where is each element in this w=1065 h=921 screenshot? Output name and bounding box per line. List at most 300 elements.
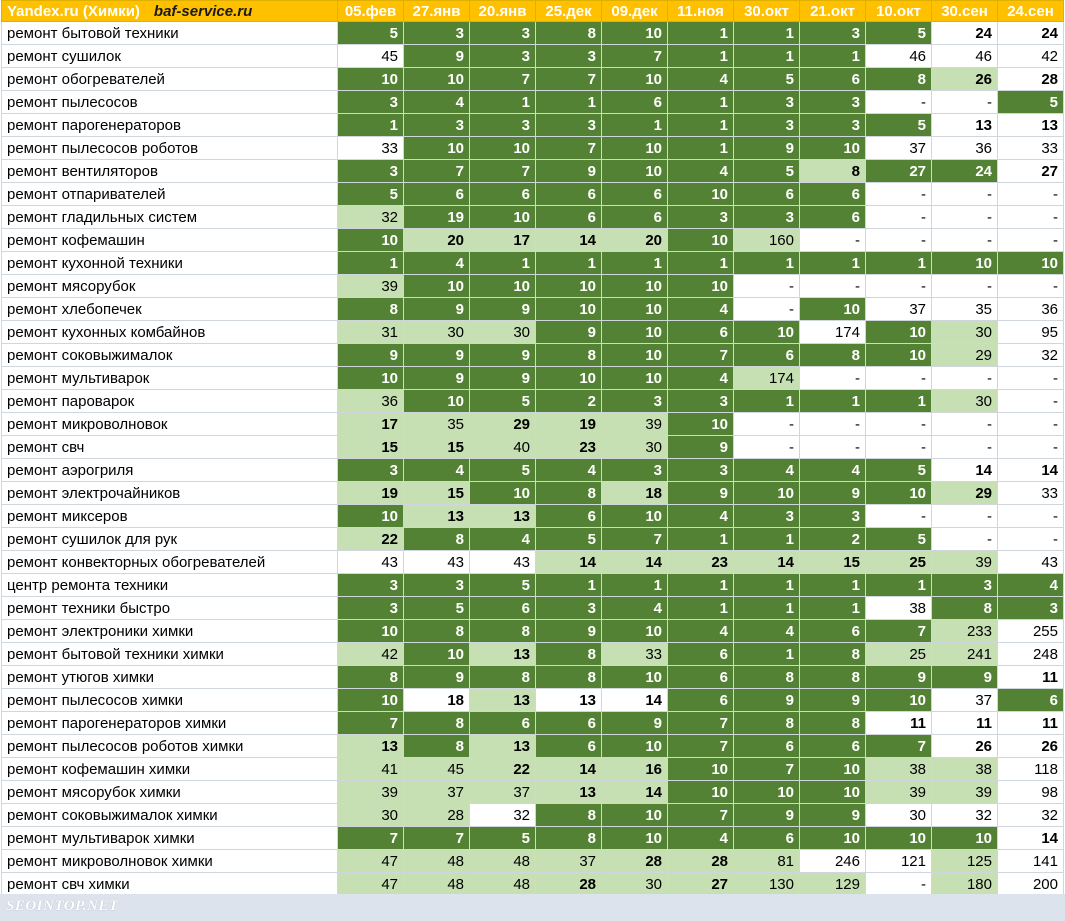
position-cell: 1 [734, 597, 800, 620]
date-header: 30.сен [932, 1, 998, 22]
position-cell: 20 [404, 229, 470, 252]
position-cell: 10 [866, 689, 932, 712]
position-cell: 15 [800, 551, 866, 574]
position-cell: 5 [866, 114, 932, 137]
position-cell: 2 [800, 528, 866, 551]
position-cell: 28 [998, 68, 1064, 91]
position-cell: 43 [998, 551, 1064, 574]
position-cell: 32 [470, 804, 536, 827]
position-cell: 48 [404, 850, 470, 873]
query-name: ремонт мясорубок химки [2, 781, 338, 804]
position-cell: 32 [932, 804, 998, 827]
position-cell: 10 [602, 22, 668, 45]
position-cell: - [998, 275, 1064, 298]
position-cell: 14 [602, 781, 668, 804]
query-name: ремонт кухонной техники [2, 252, 338, 275]
position-cell: 10 [932, 252, 998, 275]
query-name: ремонт хлебопечек [2, 298, 338, 321]
position-cell: 18 [404, 689, 470, 712]
position-cell: 1 [668, 91, 734, 114]
position-cell: 10 [602, 137, 668, 160]
position-cell: 47 [338, 873, 404, 896]
position-cell: 19 [338, 482, 404, 505]
query-name: ремонт утюгов химки [2, 666, 338, 689]
position-cell: 22 [470, 758, 536, 781]
position-cell: 4 [668, 160, 734, 183]
table-body [2, 22, 1064, 896]
position-cell: 10 [866, 344, 932, 367]
position-cell: 10 [404, 68, 470, 91]
position-cell: 10 [734, 482, 800, 505]
position-cell: - [932, 229, 998, 252]
position-cell: 23 [668, 551, 734, 574]
position-cell: 8 [404, 620, 470, 643]
position-cell: 8 [800, 160, 866, 183]
position-cell: 9 [470, 344, 536, 367]
table-row [2, 873, 1064, 896]
position-cell: 3 [734, 505, 800, 528]
position-cell: 15 [404, 482, 470, 505]
position-cell: 10 [404, 137, 470, 160]
query-name: ремонт пылесосов роботов [2, 137, 338, 160]
position-cell: 33 [338, 137, 404, 160]
query-name: центр ремонта техники [2, 574, 338, 597]
position-cell: - [866, 436, 932, 459]
position-cell: 1 [800, 390, 866, 413]
position-cell: 4 [470, 528, 536, 551]
position-cell: 20 [602, 229, 668, 252]
position-cell: 9 [404, 344, 470, 367]
position-cell: 3 [734, 91, 800, 114]
position-cell: 3 [338, 160, 404, 183]
position-cell: 5 [866, 459, 932, 482]
position-cell: 14 [602, 689, 668, 712]
position-cell: 8 [404, 735, 470, 758]
position-cell: 27 [866, 160, 932, 183]
position-cell: 1 [536, 252, 602, 275]
position-cell: 48 [470, 873, 536, 896]
position-cell: 28 [602, 850, 668, 873]
query-name: ремонт аэрогриля [2, 459, 338, 482]
position-cell: 7 [404, 827, 470, 850]
table-row [2, 114, 1064, 137]
table-row [2, 137, 1064, 160]
date-header: 10.окт [866, 1, 932, 22]
position-cell: 6 [800, 735, 866, 758]
position-cell: 7 [866, 735, 932, 758]
position-cell: 1 [602, 574, 668, 597]
position-cell: 8 [800, 666, 866, 689]
position-cell: 48 [404, 873, 470, 896]
position-cell: 7 [866, 620, 932, 643]
position-cell: 4 [668, 298, 734, 321]
table-row [2, 597, 1064, 620]
position-cell: 1 [668, 114, 734, 137]
position-cell: 6 [800, 206, 866, 229]
table-row [2, 850, 1064, 873]
table-row [2, 505, 1064, 528]
position-cell: 4 [602, 597, 668, 620]
position-cell: 35 [404, 413, 470, 436]
position-cell: 95 [998, 321, 1064, 344]
position-cell: 233 [932, 620, 998, 643]
date-header: 09.дек [602, 1, 668, 22]
position-cell: 13 [932, 114, 998, 137]
position-cell: 3 [602, 390, 668, 413]
query-name: ремонт пылесосов роботов химки [2, 735, 338, 758]
query-name: ремонт техники быстро [2, 597, 338, 620]
position-cell: 3 [404, 22, 470, 45]
table-row [2, 413, 1064, 436]
position-cell: 4 [668, 827, 734, 850]
position-cell: 6 [536, 206, 602, 229]
query-name: ремонт конвекторных обогревателей [2, 551, 338, 574]
position-cell: 6 [536, 735, 602, 758]
position-cell: 10 [338, 68, 404, 91]
position-cell: 8 [734, 666, 800, 689]
table-row [2, 712, 1064, 735]
position-cell: 9 [536, 160, 602, 183]
position-cell: 8 [800, 643, 866, 666]
position-cell: 5 [734, 68, 800, 91]
position-cell: 10 [536, 367, 602, 390]
position-cell: 10 [932, 827, 998, 850]
query-name: ремонт миксеров [2, 505, 338, 528]
position-cell: 4 [404, 252, 470, 275]
position-cell: 1 [668, 45, 734, 68]
position-cell: 18 [602, 482, 668, 505]
position-cell: 10 [998, 252, 1064, 275]
position-cell: 16 [602, 758, 668, 781]
position-cell: 1 [734, 22, 800, 45]
position-cell: 9 [404, 666, 470, 689]
position-cell: - [932, 505, 998, 528]
position-cell: 5 [470, 574, 536, 597]
table-row [2, 459, 1064, 482]
position-cell: 3 [338, 459, 404, 482]
query-name: ремонт пароварок [2, 390, 338, 413]
position-cell: 5 [866, 22, 932, 45]
position-cell: 14 [998, 459, 1064, 482]
position-cell: 13 [470, 735, 536, 758]
table-row [2, 643, 1064, 666]
position-cell: 1 [866, 574, 932, 597]
position-cell: 8 [536, 643, 602, 666]
position-cell: 10 [404, 643, 470, 666]
position-cell: 5 [470, 827, 536, 850]
date-header: 11.ноя [668, 1, 734, 22]
position-cell: 10 [602, 298, 668, 321]
table-row [2, 45, 1064, 68]
position-cell: 4 [404, 91, 470, 114]
position-cell: 8 [734, 712, 800, 735]
position-cell: 29 [932, 482, 998, 505]
position-cell: 129 [800, 873, 866, 896]
position-cell: - [866, 367, 932, 390]
table-row [2, 298, 1064, 321]
position-cell: 10 [602, 827, 668, 850]
position-cell: 10 [602, 666, 668, 689]
position-cell: 3 [734, 206, 800, 229]
position-cell: 27 [998, 160, 1064, 183]
position-cell: 10 [866, 321, 932, 344]
position-cell: 3 [668, 206, 734, 229]
position-cell: 10 [668, 275, 734, 298]
position-cell: 36 [998, 298, 1064, 321]
position-cell: 6 [734, 827, 800, 850]
position-cell: 6 [668, 666, 734, 689]
query-name: ремонт свч химки [2, 873, 338, 896]
position-cell: 10 [668, 413, 734, 436]
position-cell: 6 [536, 712, 602, 735]
position-cell: 8 [404, 528, 470, 551]
position-cell: 24 [998, 22, 1064, 45]
position-cell: 30 [866, 804, 932, 827]
position-cell: 7 [602, 528, 668, 551]
position-cell: 8 [536, 827, 602, 850]
position-cell: 10 [602, 68, 668, 91]
query-name: ремонт отпаривателей [2, 183, 338, 206]
position-cell: 13 [470, 505, 536, 528]
date-header: 24.сен [998, 1, 1064, 22]
position-cell: 10 [470, 206, 536, 229]
position-cell: 9 [734, 137, 800, 160]
position-cell: 10 [866, 482, 932, 505]
position-cell: 10 [338, 620, 404, 643]
position-cell: 1 [470, 91, 536, 114]
position-cell: 1 [734, 252, 800, 275]
position-cell: 7 [536, 68, 602, 91]
position-cell: 30 [470, 321, 536, 344]
date-header: 20.янв [470, 1, 536, 22]
position-cell: 37 [536, 850, 602, 873]
position-cell: 4 [536, 459, 602, 482]
position-cell: 9 [800, 689, 866, 712]
date-header: 27.янв [404, 1, 470, 22]
position-cell: 25 [866, 551, 932, 574]
position-cell: 1 [602, 252, 668, 275]
position-cell: 30 [338, 804, 404, 827]
position-cell: 1 [338, 114, 404, 137]
position-cell: 9 [668, 436, 734, 459]
position-cell: 3 [800, 505, 866, 528]
position-cell: 43 [470, 551, 536, 574]
position-cell: 41 [338, 758, 404, 781]
position-cell: 4 [668, 505, 734, 528]
position-cell: 15 [404, 436, 470, 459]
position-cell: 10 [668, 781, 734, 804]
position-cell: 5 [338, 183, 404, 206]
position-cell: 1 [800, 252, 866, 275]
position-cell: 14 [734, 551, 800, 574]
position-cell: - [800, 367, 866, 390]
position-cell: 8 [536, 666, 602, 689]
position-cell: 248 [998, 643, 1064, 666]
position-cell: 9 [338, 344, 404, 367]
position-cell: 7 [668, 712, 734, 735]
position-cell: - [998, 183, 1064, 206]
position-cell: 10 [602, 321, 668, 344]
position-cell: 17 [338, 413, 404, 436]
position-cell: 10 [602, 367, 668, 390]
position-cell: 24 [932, 160, 998, 183]
table-row [2, 781, 1064, 804]
position-cell: 13 [338, 735, 404, 758]
position-cell: 10 [404, 390, 470, 413]
position-cell: 29 [932, 344, 998, 367]
position-cell: 174 [734, 367, 800, 390]
position-cell: 241 [932, 643, 998, 666]
position-cell: 3 [668, 459, 734, 482]
position-cell: 11 [932, 712, 998, 735]
position-cell: 10 [602, 275, 668, 298]
position-cell: 8 [338, 666, 404, 689]
position-cell: 5 [470, 390, 536, 413]
position-cell: 9 [470, 367, 536, 390]
query-name: ремонт соковыжималок [2, 344, 338, 367]
position-cell: 1 [734, 45, 800, 68]
position-cell: 10 [800, 781, 866, 804]
position-cell: 1 [602, 114, 668, 137]
position-cell: 1 [668, 22, 734, 45]
position-cell: - [800, 229, 866, 252]
position-cell: 17 [470, 229, 536, 252]
position-cell: 4 [800, 459, 866, 482]
query-name: ремонт обогревателей [2, 68, 338, 91]
position-cell: 3 [536, 597, 602, 620]
table-row [2, 551, 1064, 574]
query-name: ремонт мультиварок [2, 367, 338, 390]
position-cell: 9 [932, 666, 998, 689]
position-cell: 6 [470, 712, 536, 735]
position-cell: - [998, 229, 1064, 252]
query-name: ремонт мультиварок химки [2, 827, 338, 850]
position-cell: 19 [404, 206, 470, 229]
position-cell: 10 [668, 229, 734, 252]
table-row [2, 620, 1064, 643]
position-cell: 37 [404, 781, 470, 804]
position-cell: 1 [536, 91, 602, 114]
position-cell: 32 [998, 804, 1064, 827]
query-name: ремонт гладильных систем [2, 206, 338, 229]
position-cell: 43 [404, 551, 470, 574]
position-cell: - [734, 413, 800, 436]
position-cell: 6 [668, 321, 734, 344]
position-cell: 45 [404, 758, 470, 781]
query-name: ремонт сушилок для рук [2, 528, 338, 551]
position-cell: 98 [998, 781, 1064, 804]
position-cell: 39 [338, 781, 404, 804]
position-cell: 30 [602, 873, 668, 896]
position-cell: 7 [404, 160, 470, 183]
position-cell: 8 [800, 344, 866, 367]
position-cell: 9 [536, 620, 602, 643]
position-cell: 4 [734, 620, 800, 643]
table-row [2, 689, 1064, 712]
position-cell: 27 [668, 873, 734, 896]
position-cell: 6 [800, 620, 866, 643]
position-cell: 5 [734, 160, 800, 183]
position-cell: 9 [734, 689, 800, 712]
position-cell: 180 [932, 873, 998, 896]
position-cell: 1 [734, 528, 800, 551]
position-cell: 31 [338, 321, 404, 344]
position-cell: 36 [338, 390, 404, 413]
position-cell: 10 [602, 160, 668, 183]
date-header: 25.дек [536, 1, 602, 22]
table-row [2, 735, 1064, 758]
position-cell: 9 [668, 482, 734, 505]
table-row [2, 229, 1064, 252]
query-name: ремонт электроники химки [2, 620, 338, 643]
position-cell: 23 [536, 436, 602, 459]
query-name: ремонт микроволновок [2, 413, 338, 436]
position-cell: 47 [338, 850, 404, 873]
position-cell: 10 [338, 505, 404, 528]
position-cell: 19 [536, 413, 602, 436]
position-cell: 3 [800, 114, 866, 137]
position-cell: 7 [668, 804, 734, 827]
position-cell: 14 [536, 551, 602, 574]
position-cell: 1 [338, 252, 404, 275]
query-name: ремонт пылесосов [2, 91, 338, 114]
footer-bar [0, 894, 1065, 921]
position-cell: 22 [338, 528, 404, 551]
position-cell: - [932, 183, 998, 206]
position-cell: 10 [800, 758, 866, 781]
table-row [2, 804, 1064, 827]
position-cell: 1 [668, 574, 734, 597]
position-cell: 7 [734, 758, 800, 781]
position-cell: - [866, 873, 932, 896]
position-cell: 6 [800, 183, 866, 206]
query-name: ремонт парогенераторов [2, 114, 338, 137]
position-cell: 13 [998, 114, 1064, 137]
position-cell: 255 [998, 620, 1064, 643]
table-row [2, 22, 1064, 45]
position-cell: - [734, 436, 800, 459]
table-row [2, 321, 1064, 344]
position-cell: 10 [338, 229, 404, 252]
table-row [2, 206, 1064, 229]
position-cell: 9 [404, 45, 470, 68]
position-cell: 25 [866, 643, 932, 666]
table-row [2, 827, 1064, 850]
position-cell: 8 [536, 344, 602, 367]
position-cell: 14 [932, 459, 998, 482]
position-cell: 1 [668, 528, 734, 551]
position-cell: 3 [800, 91, 866, 114]
position-cell: 38 [866, 758, 932, 781]
position-cell: 10 [734, 781, 800, 804]
position-cell: - [734, 275, 800, 298]
position-cell: 3 [470, 45, 536, 68]
position-cell: 10 [470, 137, 536, 160]
position-cell: 37 [866, 298, 932, 321]
position-cell: 9 [866, 666, 932, 689]
position-cell: 32 [998, 344, 1064, 367]
position-cell: 1 [668, 252, 734, 275]
position-cell: 246 [800, 850, 866, 873]
position-cell: 3 [470, 22, 536, 45]
position-cell: 6 [470, 597, 536, 620]
position-cell: 14 [998, 827, 1064, 850]
position-cell: 13 [470, 689, 536, 712]
position-cell: 200 [998, 873, 1064, 896]
position-cell: 121 [866, 850, 932, 873]
position-cell: 6 [602, 91, 668, 114]
position-cell: 14 [536, 229, 602, 252]
